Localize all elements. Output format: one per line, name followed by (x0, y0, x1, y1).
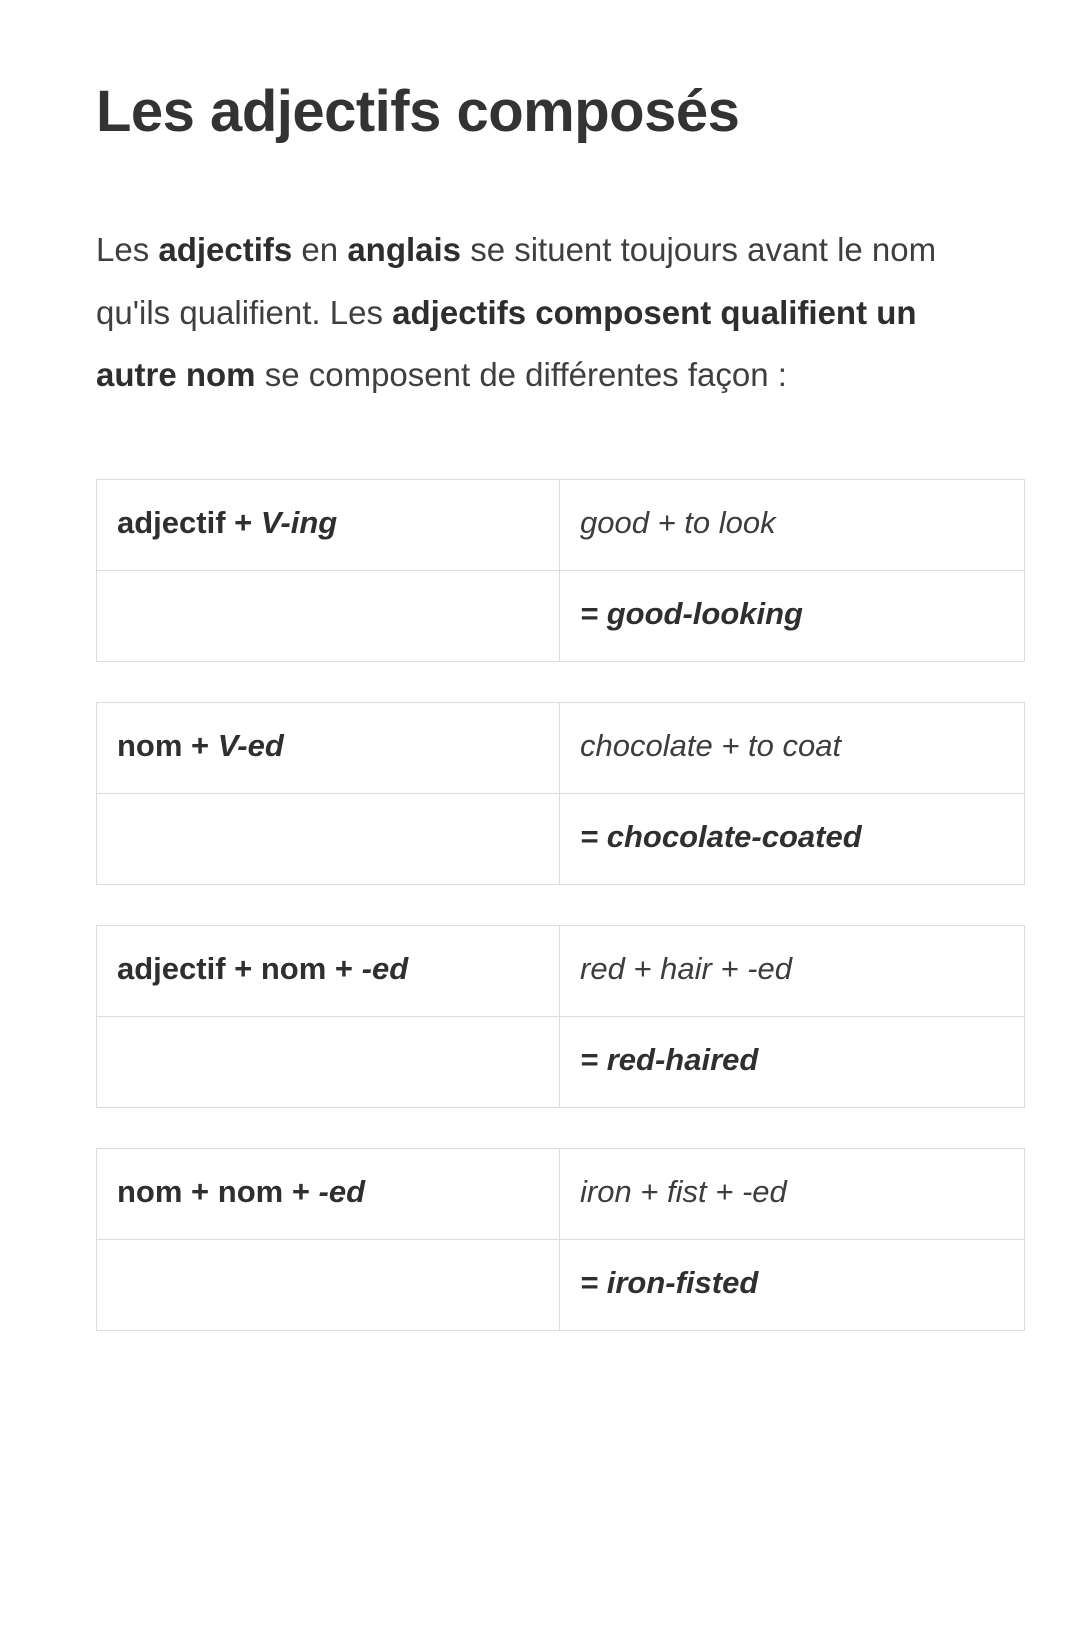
page-title: Les adjectifs composés (96, 79, 740, 144)
table-row (97, 480, 1025, 571)
pattern-text: nom + (117, 728, 218, 764)
intro-bold-2: anglais (347, 230, 462, 268)
empty-cell (97, 794, 560, 885)
pattern-text: nom + nom + (117, 1174, 319, 1210)
intro-text-1: Les (96, 230, 159, 268)
table-row (97, 1017, 1025, 1108)
empty-cell (97, 1017, 560, 1108)
table-row (97, 926, 1025, 1017)
example-cell: red + hair + -ed (560, 926, 1025, 1017)
result-cell: = red-haired (560, 1017, 1025, 1108)
empty-cell (97, 571, 560, 662)
example-cell: good + to look (560, 480, 1025, 571)
example-cell: chocolate + to coat (560, 703, 1025, 794)
result-cell: = chocolate-coated (560, 794, 1025, 885)
result-cell: = good-looking (560, 571, 1025, 662)
pattern-italic-text: V-ing (260, 505, 338, 541)
table-row (97, 703, 1025, 794)
empty-cell (97, 1240, 560, 1331)
pattern-cell (97, 703, 560, 794)
intro-text-2: en (292, 230, 348, 268)
pattern-text: adjectif + nom + (117, 951, 362, 987)
formation-table-4 (96, 1148, 1025, 1331)
pattern-text: adjectif + (117, 505, 261, 541)
table-row (97, 794, 1025, 885)
pattern-cell (97, 1149, 560, 1240)
example-cell: iron + fist + -ed (560, 1149, 1025, 1240)
pattern-italic-text: V-ed (217, 728, 284, 764)
formation-tables (96, 479, 984, 1331)
pattern-italic-text: -ed (361, 951, 409, 987)
intro-text-4: se composent de différentes façon : (255, 356, 787, 394)
intro-bold-3: adjectifs composent qualifient un autre nom (96, 293, 917, 394)
pattern-cell (97, 480, 560, 571)
pattern-italic-text: -ed (318, 1174, 366, 1210)
table-row (97, 1149, 1025, 1240)
result-cell: = iron-fisted (560, 1240, 1025, 1331)
table-row (97, 1240, 1025, 1331)
intro-text-3: se situent toujours avant le nom qu'ils qualifient. Les (96, 230, 937, 331)
formation-table-1 (96, 479, 1025, 662)
intro-paragraph (96, 219, 956, 407)
pattern-cell (97, 926, 560, 1017)
formation-table-2 (96, 702, 1025, 885)
intro-bold-1: adjectifs (158, 230, 293, 268)
table-row (97, 571, 1025, 662)
formation-table-3 (96, 925, 1025, 1108)
